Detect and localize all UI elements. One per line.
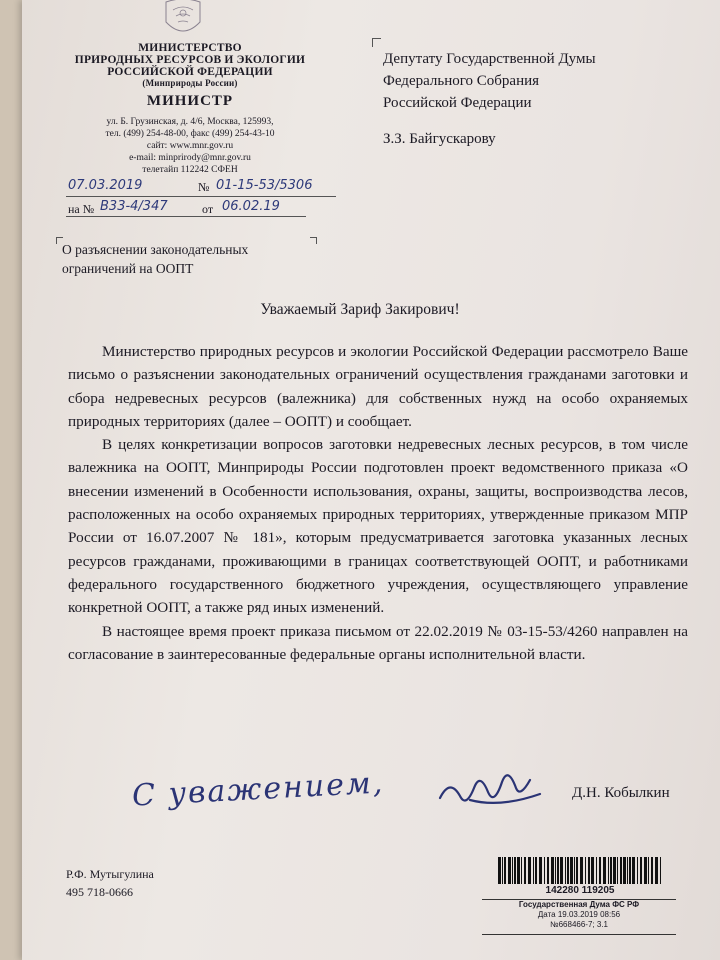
- address-line: e-mail: minprirody@mnr.gov.ru: [129, 153, 251, 163]
- salutation: Уважаемый Зариф Закирович!: [260, 301, 460, 318]
- letter-body: [68, 340, 688, 666]
- letterhead-line: МИНИСТЕРСТВО: [138, 42, 242, 54]
- address-line: телетайп 112242 СФЕН: [142, 165, 238, 175]
- registration-line: [66, 180, 336, 197]
- subject-bracket-right: [310, 237, 317, 244]
- letterhead-line: РОССИЙСКОЙ ФЕДЕРАЦИИ: [107, 66, 273, 78]
- letterhead-line: (Минприроды России): [142, 78, 238, 88]
- ref-number: В33-4/347: [100, 199, 168, 214]
- addressee-line: Российской Федерации: [383, 95, 532, 111]
- reference-line: [66, 200, 306, 217]
- letterhead: [70, 42, 310, 176]
- stamp-date: Дата 19.03.2019 08:56: [537, 910, 621, 919]
- outgoing-date: 07.03.2019: [68, 178, 143, 193]
- addressee-block: [383, 48, 596, 150]
- addressee-line: Депутату Государственной Думы: [383, 51, 596, 67]
- coat-of-arms-emblem: [158, 0, 208, 38]
- letterhead-address: [70, 116, 310, 176]
- address-line: тел. (499) 254-48-00, факс (499) 254-43-10: [105, 129, 275, 139]
- body-paragraph: В целях конкретизации вопросов заготовки недревесных лесных ресурсов, в том числе валежника на ООПТ, Минприроды России подготовлен проект ведомственного приказа «О внесении изменений в Особенности использования, охраны, защиты, воспроизводства лесов, расположенных на особо охраняемых природных территориях, утвержденные приказом МПР России от 16.07.2007 № 181», которым предусматривается заготовка указанных лесных ресурсов гражданами, проживающими в границах соответствующей ООПТ, и работниками федерального государственного бюджетного учреждения, осуществляющего управление конкретной ООПТ, а также ряд иных изменений.: [68, 436, 688, 617]
- closing-text: С уважением,: [131, 765, 386, 814]
- addressee-name: З.З. Байгускарову: [383, 131, 496, 147]
- address-line: ул. Б. Грузинская, д. 4/6, Москва, 125993,: [106, 117, 274, 127]
- subject-line: О разъяснении законодательных: [62, 242, 249, 257]
- executor-phone: 495 718-0666: [66, 885, 133, 899]
- body-paragraph: Министерство природных ресурсов и экологии Российской Федерации рассмотрело Ваше письмо о разъяснении законодательных ограничений осуществления гражданами заготовки и сбора недревесных ресурсов (валежника) для собственных нужд на особо охраняемых природных территориях (далее – ООПТ) и сообщает.: [68, 343, 688, 430]
- stamp-org: Государственная Дума ФС РФ: [518, 900, 640, 909]
- executor-block: [66, 865, 154, 901]
- subject-line: ограничений на ООПТ: [62, 261, 194, 276]
- barcode-number: 142280 119205: [545, 885, 615, 896]
- address-line: сайт: www.mnr.gov.ru: [146, 141, 234, 151]
- addressee-bracket: [372, 38, 381, 47]
- body-paragraph: В настоящее время проект приказа письмом от 22.02.2019 № 03-15-53/4260 направлен на согласование в заинтересованные федеральные органы исполнительной власти.: [68, 622, 688, 663]
- ref-prefix: на №: [68, 202, 95, 216]
- stamp-reg: №668466-7; 3.1: [550, 920, 608, 929]
- number-prefix: №: [198, 180, 210, 194]
- signer-name: Д.Н. Кобылкин: [572, 785, 670, 801]
- outgoing-number: 01-15-53/5306: [216, 178, 313, 193]
- signature: [430, 758, 550, 818]
- letterhead-line: ПРИРОДНЫХ РЕСУРСОВ И ЭКОЛОГИИ: [74, 54, 306, 66]
- barcode: [480, 855, 680, 885]
- subject: [62, 240, 248, 278]
- stamp-box: [482, 899, 676, 935]
- ref-from: от: [202, 202, 214, 216]
- ref-date: 06.02.19: [222, 199, 280, 214]
- registration-stamp: [480, 855, 680, 937]
- letterhead-title: МИНИСТР: [146, 93, 234, 109]
- executor-name: Р.Ф. Мутыгулина: [66, 867, 154, 881]
- addressee-line: Федерального Собрания: [383, 73, 540, 89]
